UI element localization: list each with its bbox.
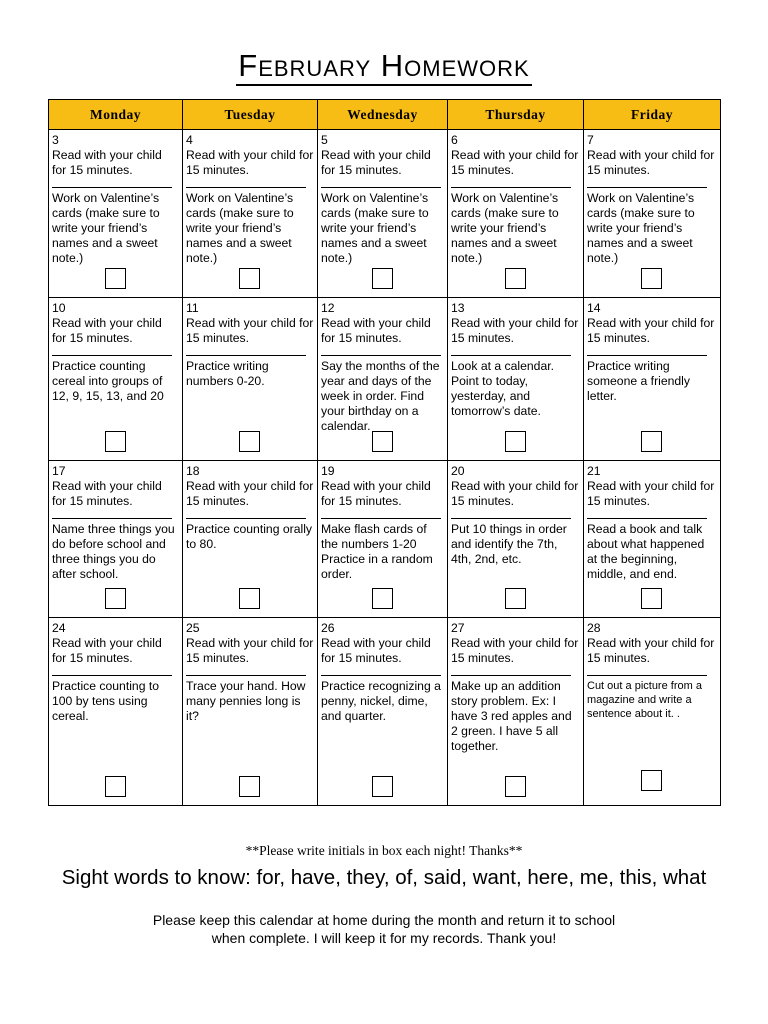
reading-task: Read with your child for 15 minutes. [321, 479, 431, 508]
divider-line [587, 675, 707, 676]
day-number: 19 [321, 464, 335, 478]
divider-line [186, 518, 306, 519]
day-cell [448, 298, 584, 461]
reading-task: Read with your child for 15 minutes. [451, 479, 579, 508]
divider-line [321, 675, 441, 676]
initials-box[interactable] [239, 431, 260, 452]
header-wednesday: Wednesday [318, 100, 448, 130]
homework-task: Cut out a picture from a magazine and write a sentence about it. . [587, 680, 702, 720]
reading-task: Read with your child for 15 minutes. [321, 636, 431, 665]
initials-box[interactable] [105, 268, 126, 289]
day-cell [183, 618, 318, 806]
homework-task: Practice writing someone a friendly letter. [587, 359, 690, 403]
divider-line [321, 355, 441, 356]
homework-task: Put 10 things in order and identify the 7th, 4th, 2nd, etc. [451, 522, 567, 566]
homework-task: Name three things you do before school and three things you do after school. [52, 522, 175, 581]
reading-task: Read with your child for 15 minutes. [52, 316, 162, 345]
day-number: 25 [186, 621, 200, 635]
reading-task: Read with your child for 15 minutes. [52, 479, 162, 508]
reading-task: Read with your child for 15 minutes. [587, 479, 715, 508]
divider-line [587, 355, 707, 356]
homework-task: Practice counting orally to 80. [186, 522, 312, 551]
day-cell [318, 298, 448, 461]
divider-line [52, 518, 172, 519]
week-row [49, 461, 721, 618]
day-number: 28 [587, 621, 601, 635]
week-row [49, 130, 721, 298]
reading-task: Read with your child for 15 minutes. [587, 148, 715, 177]
homework-task: Practice writing numbers 0-20. [186, 359, 269, 388]
day-cell [183, 298, 318, 461]
initials-box[interactable] [641, 431, 662, 452]
day-number: 3 [52, 133, 59, 147]
page-title: February Homework [0, 48, 768, 84]
homework-task: Work on Valentine’s cards (make sure to write your friend’s names and a sweet note.) [186, 191, 294, 265]
initials-box[interactable] [505, 268, 526, 289]
day-number: 27 [451, 621, 465, 635]
day-cell [584, 130, 721, 298]
reading-task: Read with your child for 15 minutes. [321, 148, 431, 177]
initials-box[interactable] [641, 770, 662, 791]
day-cell [49, 298, 183, 461]
homework-calendar [48, 99, 721, 806]
homework-task: Practice counting cereal into groups of 12, 9, 15, 13, and 20 [52, 359, 164, 403]
homework-task: Trace your hand. How many pennies long is it? [186, 679, 306, 723]
day-number: 18 [186, 464, 200, 478]
initials-box[interactable] [372, 431, 393, 452]
reading-task: Read with your child for 15 minutes. [451, 148, 579, 177]
homework-task: Practice counting to 100 by tens using cereal. [52, 679, 160, 723]
day-cell [183, 130, 318, 298]
day-number: 26 [321, 621, 335, 635]
day-number: 5 [321, 133, 328, 147]
divider-line [451, 355, 571, 356]
initials-box[interactable] [372, 776, 393, 797]
header-friday: Friday [584, 100, 721, 130]
reading-task: Read with your child for 15 minutes. [321, 316, 431, 345]
initials-note: **Please write initials in box each night! Thanks** [245, 843, 523, 858]
divider-line [186, 187, 306, 188]
day-number: 4 [186, 133, 193, 147]
header-tuesday: Tuesday [183, 100, 318, 130]
reading-task: Read with your child for 15 minutes. [587, 636, 715, 665]
initials-box[interactable] [641, 268, 662, 289]
day-cell [183, 461, 318, 618]
day-cell [448, 130, 584, 298]
homework-task: Practice recognizing a penny, nickel, dime, and quarter. [321, 679, 441, 723]
reading-task: Read with your child for 15 minutes. [451, 636, 579, 665]
day-cell [318, 618, 448, 806]
day-number: 7 [587, 133, 594, 147]
initials-box[interactable] [239, 268, 260, 289]
reading-task: Read with your child for 15 minutes. [186, 148, 314, 177]
reading-task: Read with your child for 15 minutes. [587, 316, 715, 345]
day-cell [584, 618, 721, 806]
reading-task: Read with your child for 15 minutes. [52, 636, 162, 665]
day-number: 20 [451, 464, 465, 478]
week-row [49, 298, 721, 461]
day-number: 10 [52, 301, 66, 315]
day-cell [318, 130, 448, 298]
header-monday: Monday [49, 100, 183, 130]
day-number: 14 [587, 301, 601, 315]
initials-box[interactable] [505, 431, 526, 452]
divider-line [587, 187, 707, 188]
day-number: 17 [52, 464, 66, 478]
initials-box[interactable] [105, 588, 126, 609]
divider-line [587, 518, 707, 519]
divider-line [321, 518, 441, 519]
initials-box[interactable] [505, 588, 526, 609]
initials-box[interactable] [505, 776, 526, 797]
divider-line [52, 187, 172, 188]
homework-task: Look at a calendar. Point to today, yesterday, and tomorrow’s date. [451, 359, 554, 418]
initials-box[interactable] [372, 268, 393, 289]
homework-task: Make flash cards of the numbers 1-20 Practice in a random order. [321, 522, 433, 581]
reading-task: Read with your child for 15 minutes. [186, 636, 314, 665]
divider-line [321, 187, 441, 188]
homework-task: Read a book and talk about what happened at the beginning, middle, and end. [587, 522, 705, 581]
day-cell [584, 461, 721, 618]
reading-task: Read with your child for 15 minutes. [52, 148, 162, 177]
divider-line [186, 355, 306, 356]
homework-task: Work on Valentine’s cards (make sure to write your friend’s names and a sweet note.) [52, 191, 160, 265]
homework-task: Make up an addition story problem. Ex: I have 3 red apples and 2 green. I have 5 all together. [451, 679, 572, 753]
day-number: 24 [52, 621, 66, 635]
day-cell [318, 461, 448, 618]
day-number: 11 [186, 301, 199, 315]
initials-box[interactable] [239, 776, 260, 797]
homework-task: Work on Valentine’s cards (make sure to write your friend’s names and a sweet note.) [587, 191, 695, 265]
week-row [49, 618, 721, 806]
divider-line [451, 187, 571, 188]
divider-line [451, 518, 571, 519]
day-number: 12 [321, 301, 335, 315]
homework-task: Say the months of the year and days of the week in order. Find your birthday on a calendar. [321, 359, 440, 433]
initials-box[interactable] [372, 588, 393, 609]
initials-box[interactable] [105, 431, 126, 452]
initials-box[interactable] [239, 588, 260, 609]
day-cell [49, 461, 183, 618]
day-number: 6 [451, 133, 458, 147]
day-cell [448, 461, 584, 618]
day-cell [448, 618, 584, 806]
initials-box[interactable] [105, 776, 126, 797]
initials-box[interactable] [641, 588, 662, 609]
header-thursday: Thursday [448, 100, 584, 130]
divider-line [52, 675, 172, 676]
keep-calendar-note: Please keep this calendar at home during the month and return it to school when complete. I will keep it for my records. Thank you! [152, 912, 616, 946]
reading-task: Read with your child for 15 minutes. [186, 479, 314, 508]
day-cell [49, 618, 183, 806]
day-number: 21 [587, 464, 601, 478]
day-number: 13 [451, 301, 465, 315]
sight-words: Sight words to know: for, have, they, of, said, want, here, me, this, what [61, 866, 707, 889]
reading-task: Read with your child for 15 minutes. [451, 316, 579, 345]
day-cell [584, 298, 721, 461]
reading-task: Read with your child for 15 minutes. [186, 316, 314, 345]
divider-line [52, 355, 172, 356]
weekday-header-row [49, 100, 721, 130]
divider-line [186, 675, 306, 676]
day-cell [49, 130, 183, 298]
homework-task: Work on Valentine’s cards (make sure to write your friend’s names and a sweet note.) [321, 191, 429, 265]
homework-task: Work on Valentine’s cards (make sure to write your friend’s names and a sweet note.) [451, 191, 559, 265]
divider-line [451, 675, 571, 676]
